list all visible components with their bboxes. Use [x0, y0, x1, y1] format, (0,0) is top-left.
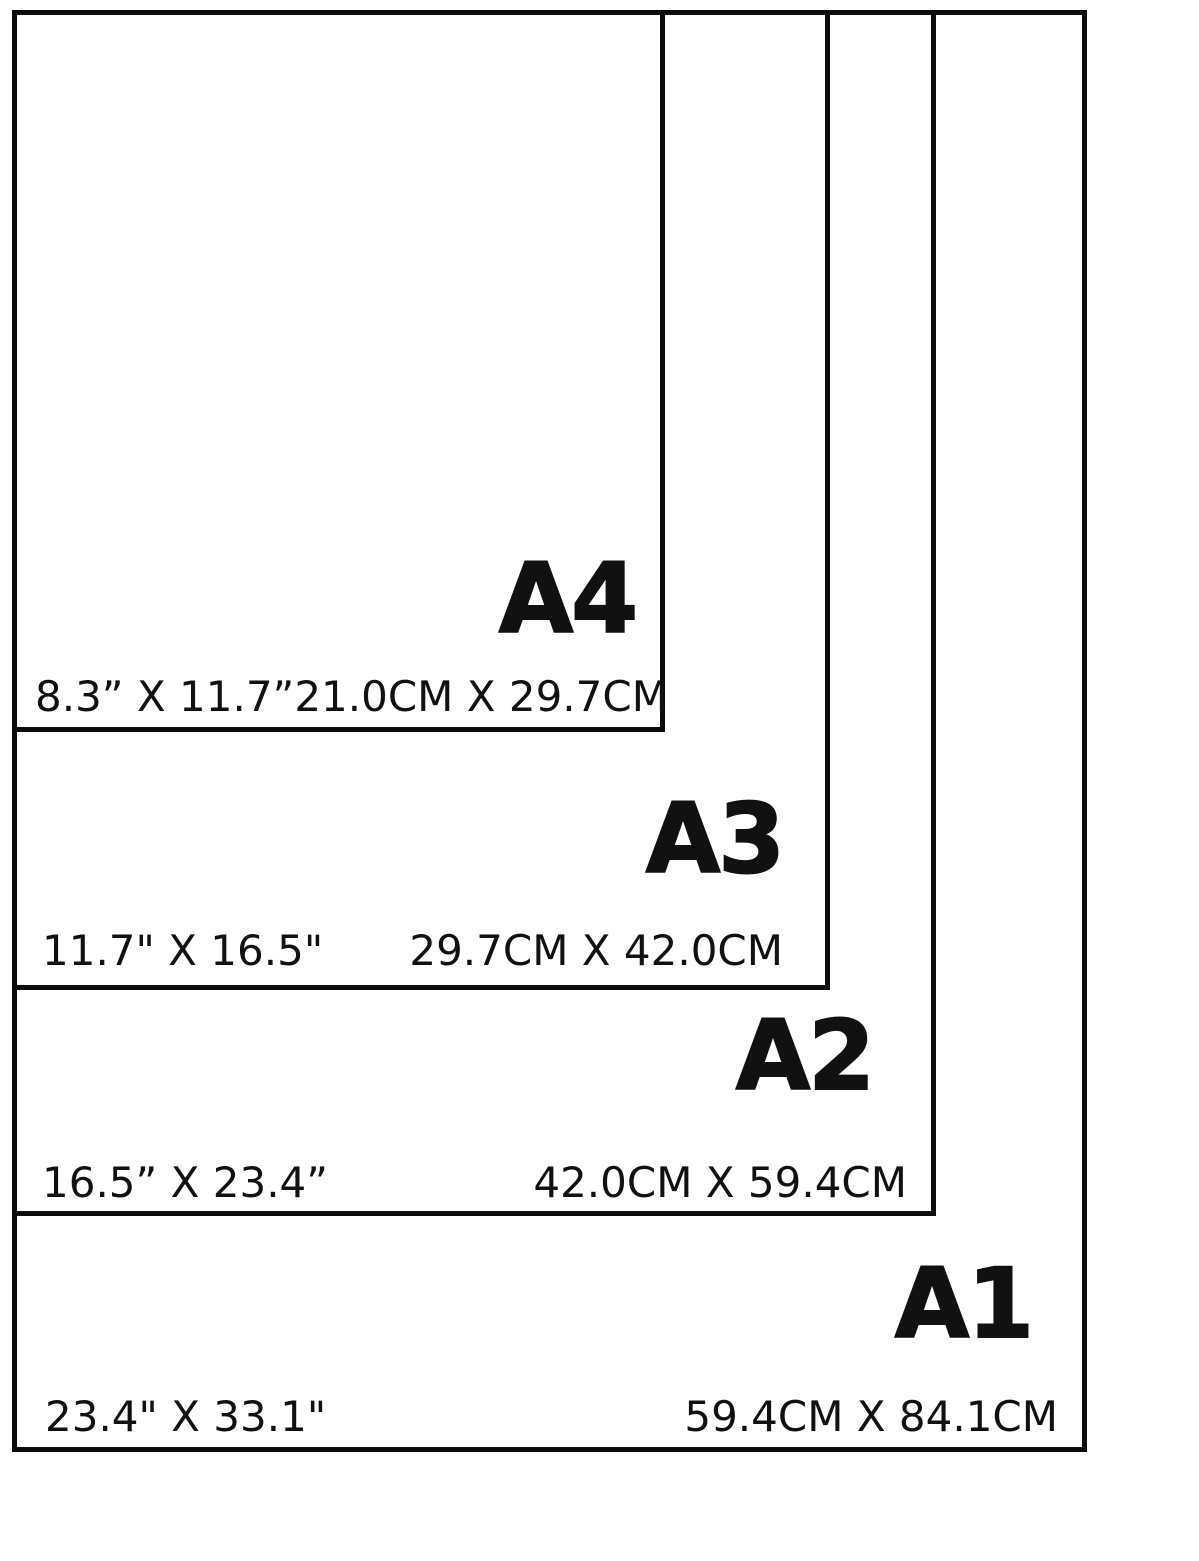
a4-cm-label: 21.0CM X 29.7CM: [294, 672, 668, 721]
a3-inches-label: 11.7" X 16.5": [42, 926, 324, 975]
a1-dimensions-row: [17, 1392, 1082, 1441]
a1-cm-label: 59.4CM X 84.1CM: [684, 1392, 1058, 1441]
a4-inches-label: 8.3” X 11.7”: [35, 672, 295, 721]
a3-cm-label: 29.7CM X 42.0CM: [409, 926, 783, 975]
a1-inches-label: 23.4" X 33.1": [45, 1392, 327, 1441]
a3-dimensions-row: [17, 926, 825, 975]
a2-inches-label: 16.5” X 23.4”: [42, 1158, 329, 1207]
a2-size-label: A2: [735, 1000, 873, 1112]
a4-dimensions-row: [17, 672, 668, 721]
sheet-a4: [12, 10, 668, 732]
a2-dimensions-row: [17, 1158, 931, 1207]
a4-size-label: A4: [498, 543, 636, 655]
a3-size-label: A3: [645, 783, 783, 895]
a1-size-label: A1: [894, 1248, 1032, 1360]
a2-cm-label: 42.0CM X 59.4CM: [533, 1158, 907, 1207]
